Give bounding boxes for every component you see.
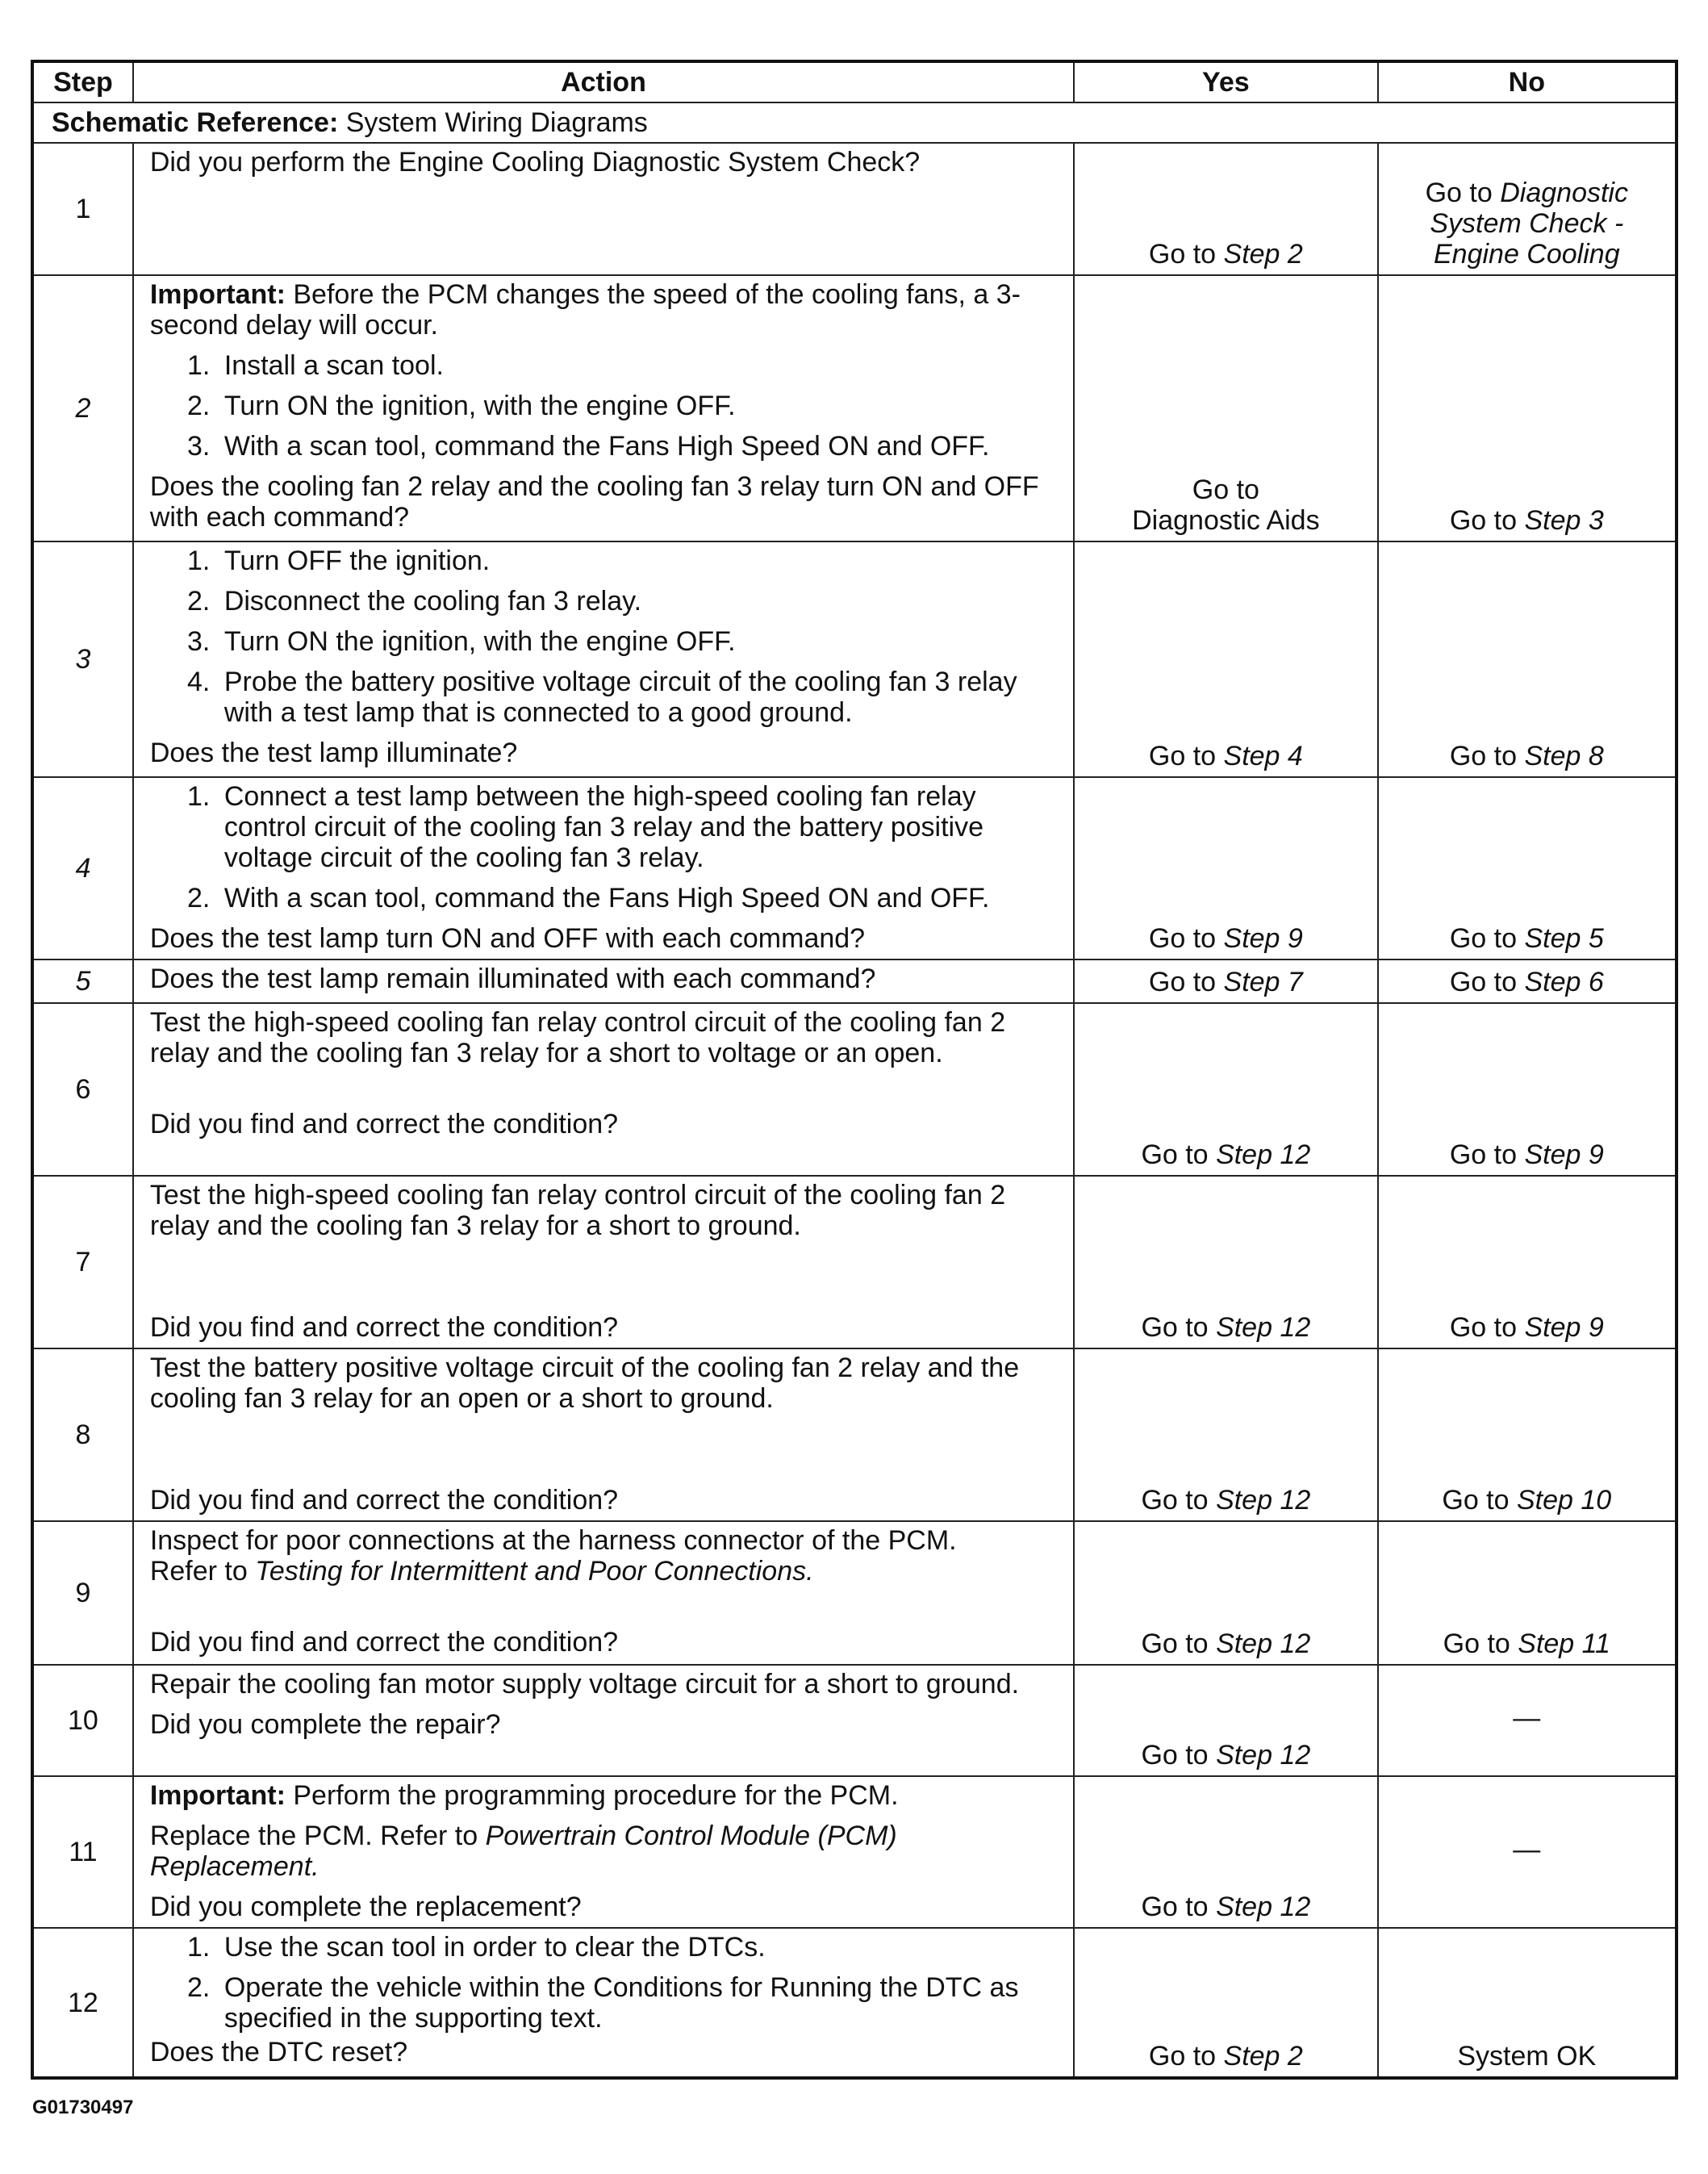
table-row	[32, 275, 1677, 541]
action-question: Does the test lamp illuminate?	[149, 738, 518, 768]
step-number: 9	[32, 1521, 133, 1665]
action-text: Repair the cooling fan motor supply voltage circuit for a short to ground.	[149, 1669, 1020, 1699]
list-item: 4. Probe the battery positive voltage circuit of the cooling fan 3 relay with a test lamp that is connected to a good ground.	[218, 667, 1065, 728]
list-item: 1. Turn OFF the ignition.	[218, 546, 1065, 576]
table-row	[32, 143, 1677, 275]
yes-cell: Go to Step 2	[1074, 1928, 1377, 2078]
list-item: 2. Operate the vehicle within the Conditions for Running the DTC as specified in the supporting text.	[218, 1972, 1065, 2034]
table-row	[32, 959, 1677, 1003]
no-cell: Go to Step 9	[1378, 1176, 1677, 1348]
schematic-label: Schematic Reference:	[52, 107, 339, 138]
list-item: 3. Turn ON the ignition, with the engine OFF.	[218, 626, 1065, 657]
header-no: No	[1378, 61, 1677, 102]
action-cell	[133, 275, 1074, 541]
table-row	[32, 1521, 1677, 1665]
table-row	[32, 1665, 1677, 1776]
action-question: Does the DTC reset?	[149, 2037, 408, 2067]
step-number: 7	[32, 1176, 133, 1348]
table-row	[32, 1003, 1677, 1176]
no-cell: Go to Step 9	[1378, 1003, 1677, 1176]
action-cell	[133, 777, 1074, 959]
yes-cell: Go to Diagnostic Aids	[1074, 275, 1377, 541]
step-number: 12	[32, 1928, 133, 2078]
no-cell: —	[1378, 1665, 1677, 1776]
list-item: 1. Install a scan tool.	[218, 350, 1065, 381]
yes-cell: Go to Step 2	[1074, 143, 1377, 275]
action-steps-list	[150, 350, 1065, 462]
no-cell: Go to Step 3	[1378, 275, 1677, 541]
action-question: Did you find and correct the condition?	[149, 1312, 619, 1343]
action-cell	[133, 143, 1074, 275]
step-number: 6	[32, 1003, 133, 1176]
important-note: Important: Perform the programming procedure for the PCM.	[149, 1780, 899, 1811]
action-cell	[133, 1176, 1074, 1348]
action-question: Does the cooling fan 2 relay and the cooling fan 3 relay turn ON and OFF with each command?	[149, 471, 1039, 533]
action-cell	[133, 959, 1074, 1003]
action-cell	[133, 1003, 1074, 1176]
no-cell: —	[1378, 1776, 1677, 1928]
no-cell: Go to Step 8	[1378, 541, 1677, 777]
action-question: Did you complete the repair?	[149, 1709, 501, 1740]
yes-cell: Go to Step 7	[1074, 959, 1377, 1003]
action-question: Did you complete the replacement?	[149, 1892, 582, 1922]
step-number: 4	[32, 777, 133, 959]
step-number: 3	[32, 541, 133, 777]
list-item: 1. Use the scan tool in order to clear the DTCs.	[218, 1932, 1065, 1963]
header-action: Action	[133, 61, 1074, 102]
table-row	[32, 1176, 1677, 1348]
yes-cell: Go to Step 9	[1074, 777, 1377, 959]
yes-cell: Go to Step 4	[1074, 541, 1377, 777]
action-text: Replace the PCM. Refer to Powertrain Control Module (PCM) Replacement.	[149, 1821, 897, 1882]
no-cell: Go to Step 5	[1378, 777, 1677, 959]
yes-cell: Go to Step 12	[1074, 1348, 1377, 1521]
action-cell	[133, 1665, 1074, 1776]
header-step: Step	[32, 61, 133, 102]
yes-cell: Go to Step 12	[1074, 1665, 1377, 1776]
table-row	[32, 777, 1677, 959]
schematic-reference	[32, 102, 1677, 143]
no-cell: Go to Diagnostic System Check - Engine Cooling	[1378, 143, 1677, 275]
action-steps-list	[150, 781, 1065, 913]
action-cell	[133, 1348, 1074, 1521]
refer-text: Refer to Testing for Intermittent and Poor Connections.	[149, 1556, 814, 1587]
list-item: 2. Turn ON the ignition, with the engine OFF.	[218, 391, 1065, 421]
step-number: 8	[32, 1348, 133, 1521]
action-text: Inspect for poor connections at the harness connector of the PCM.	[149, 1525, 957, 1556]
list-item: 2. With a scan tool, command the Fans High Speed ON and OFF.	[218, 883, 1065, 913]
schematic-reference-row	[32, 102, 1677, 143]
list-item: 3. With a scan tool, command the Fans High Speed ON and OFF.	[218, 431, 1065, 462]
step-number: 1	[32, 143, 133, 275]
yes-cell: Go to Step 12	[1074, 1521, 1377, 1665]
action-cell	[133, 541, 1074, 777]
step-number: 2	[32, 275, 133, 541]
important-note: Important: Before the PCM changes the speed of the cooling fans, a 3-second delay will occur.	[149, 279, 1021, 341]
diagnostic-table	[31, 60, 1678, 2080]
table-row	[32, 1348, 1677, 1521]
action-cell	[133, 1521, 1074, 1665]
action-text: Test the battery positive voltage circuit of the cooling fan 2 relay and the cooling fan 3 relay for an open or a short to ground.	[149, 1352, 1020, 1414]
yes-cell: Go to Step 12	[1074, 1776, 1377, 1928]
action-question: Did you perform the Engine Cooling Diagnostic System Check?	[149, 147, 921, 178]
action-text: Test the high-speed cooling fan relay control circuit of the cooling fan 2 relay and the cooling fan 3 relay for a short to ground.	[149, 1180, 1006, 1241]
list-item: 1. Connect a test lamp between the high-speed cooling fan relay control circuit of the cooling fan 3 relay and the battery positive voltage circuit of the cooling fan 3 relay.	[218, 781, 1065, 873]
no-cell: Go to Step 10	[1378, 1348, 1677, 1521]
action-steps-list	[150, 546, 1065, 728]
no-cell: System OK	[1378, 1928, 1677, 2078]
header-yes: Yes	[1074, 61, 1377, 102]
action-text: Test the high-speed cooling fan relay control circuit of the cooling fan 2 relay and the cooling fan 3 relay for a short to voltage or an open.	[149, 1007, 1006, 1068]
no-cell: Go to Step 6	[1378, 959, 1677, 1003]
table-row	[32, 541, 1677, 777]
table-row	[32, 1776, 1677, 1928]
action-steps-list	[150, 1932, 1065, 2034]
table-row	[32, 1928, 1677, 2078]
action-question: Does the test lamp turn ON and OFF with each command?	[149, 923, 866, 954]
action-question: Did you find and correct the condition?	[149, 1485, 619, 1516]
yes-cell: Go to Step 12	[1074, 1003, 1377, 1176]
action-question: Did you find and correct the condition?	[149, 1109, 619, 1139]
no-cell: Go to Step 11	[1378, 1521, 1677, 1665]
list-item: 2. Disconnect the cooling fan 3 relay.	[218, 586, 1065, 617]
action-question: Did you find and correct the condition?	[149, 1627, 619, 1658]
step-number: 10	[32, 1665, 133, 1776]
schematic-value: System Wiring Diagrams	[345, 107, 648, 138]
figure-id: G01730497	[32, 2097, 134, 2118]
action-cell	[133, 1928, 1074, 2078]
step-number: 5	[32, 959, 133, 1003]
table-header-row	[32, 61, 1677, 102]
step-number: 11	[32, 1776, 133, 1928]
action-cell	[133, 1776, 1074, 1928]
action-question: Does the test lamp remain illuminated with each command?	[149, 964, 876, 994]
yes-cell: Go to Step 12	[1074, 1176, 1377, 1348]
